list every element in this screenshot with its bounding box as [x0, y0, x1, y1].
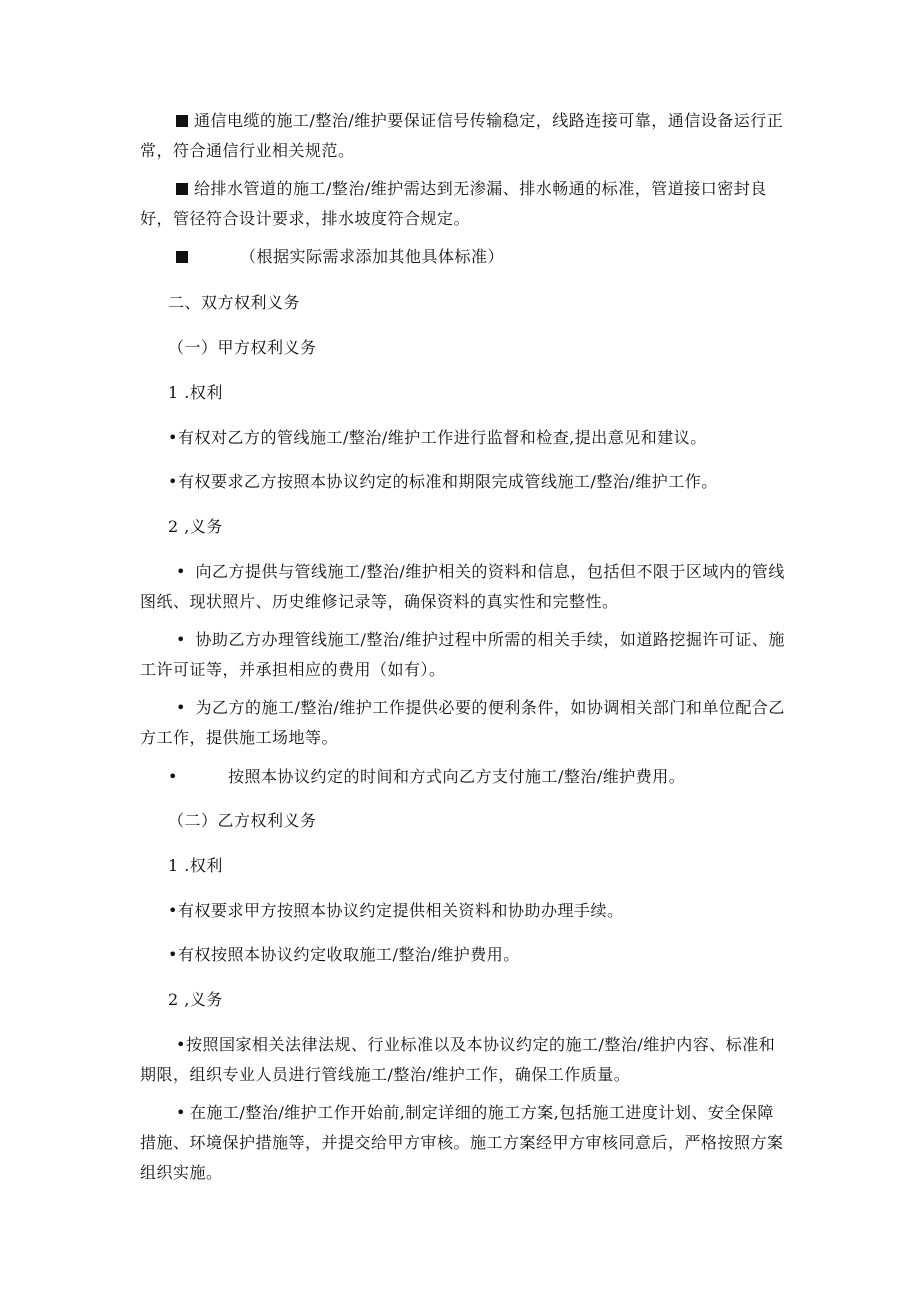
subsection-heading-party-b: （二）乙方权利义务 — [168, 811, 317, 830]
party-a-duties-title: 2 ,义务 — [168, 517, 223, 536]
square-bullet-icon — [176, 183, 188, 195]
party-a-rights-title: 1 .权利 — [168, 383, 223, 402]
standard-drainage-pipe: 给排水管道的施工/整治/维护需达到无渗漏、排水畅通的标准，管道接口密封良好，管径符合设计要求，排水坡度符合规定。 — [140, 179, 767, 228]
bullet-dot-icon: • — [176, 698, 186, 717]
party-b-duty-item: • 在施工/整治/维护工作开始前,制定详细的施工方案,包括施工进度计划、安全保障措施、环境保护措施等，并提交给甲方审核。施工方案经甲方审核同意后，严格按照方案组织实施。 — [140, 1103, 784, 1182]
bullet-dot-icon: • — [168, 767, 178, 786]
bullet-dot-icon: • — [176, 1103, 186, 1122]
party-a-right-item: •有权对乙方的管线施工/整治/维护工作进行监督和检查,提出意见和建议。 — [168, 428, 707, 447]
party-a-duty-item: • 为乙方的施工/整治/维护工作提供必要的便利条件，如协调相关部门和单位配合乙方工作，提供施工场地等。 — [140, 698, 785, 747]
party-b-duty-item: •按照国家相关法律法规、行业标准以及本协议约定的施工/整治/维护内容、标准和期限，组织专业人员进行管线施工/整治/维护工作，确保工作质量。 — [140, 1035, 776, 1084]
party-a-right-item: •有权要求乙方按照本协议约定的标准和期限完成管线施工/整治/维护工作。 — [168, 472, 718, 491]
square-bullet-icon — [176, 251, 188, 263]
party-b-rights-title: 1 .权利 — [168, 856, 223, 875]
party-b-duties-title: 2 ,义务 — [168, 990, 223, 1009]
standard-telecom-cable: 通信电缆的施工/整治/维护要保证信号传输稳定，线路连接可靠，通信设备运行正常，符合通信行业相关规范。 — [140, 111, 784, 160]
party-a-duty-item: • 向乙方提供与管线施工/整治/维护相关的资料和信息，包括但不限于区域内的管线图纸、现状照片、历史维修记录等，确保资料的真实性和完整性。 — [140, 562, 785, 611]
party-b-right-item: •有权要求甲方按照本协议约定提供相关资料和协助办理手续。 — [168, 901, 624, 920]
bullet-dot-icon: • — [176, 630, 186, 649]
party-a-duty-item: • 按照本协议约定的时间和方式向乙方支付施工/整治/维护费用。 — [168, 767, 686, 786]
standard-other-placeholder: （根据实际需求添加其他具体标准） — [140, 242, 788, 272]
party-a-duty-item: • 协助乙方办理管线施工/整治/维护过程中所需的相关手续，如道路挖掘许可证、施工许可证等，并承担相应的费用（如有）。 — [140, 630, 785, 679]
bullet-dot-icon: • — [176, 562, 186, 581]
section-heading-rights-obligations: 二、双方权利义务 — [168, 293, 301, 312]
subsection-heading-party-a: （一）甲方权利义务 — [168, 338, 317, 357]
square-bullet-icon — [176, 115, 188, 127]
party-b-right-item: •有权按照本协议约定收取施工/整治/维护费用。 — [168, 945, 520, 964]
